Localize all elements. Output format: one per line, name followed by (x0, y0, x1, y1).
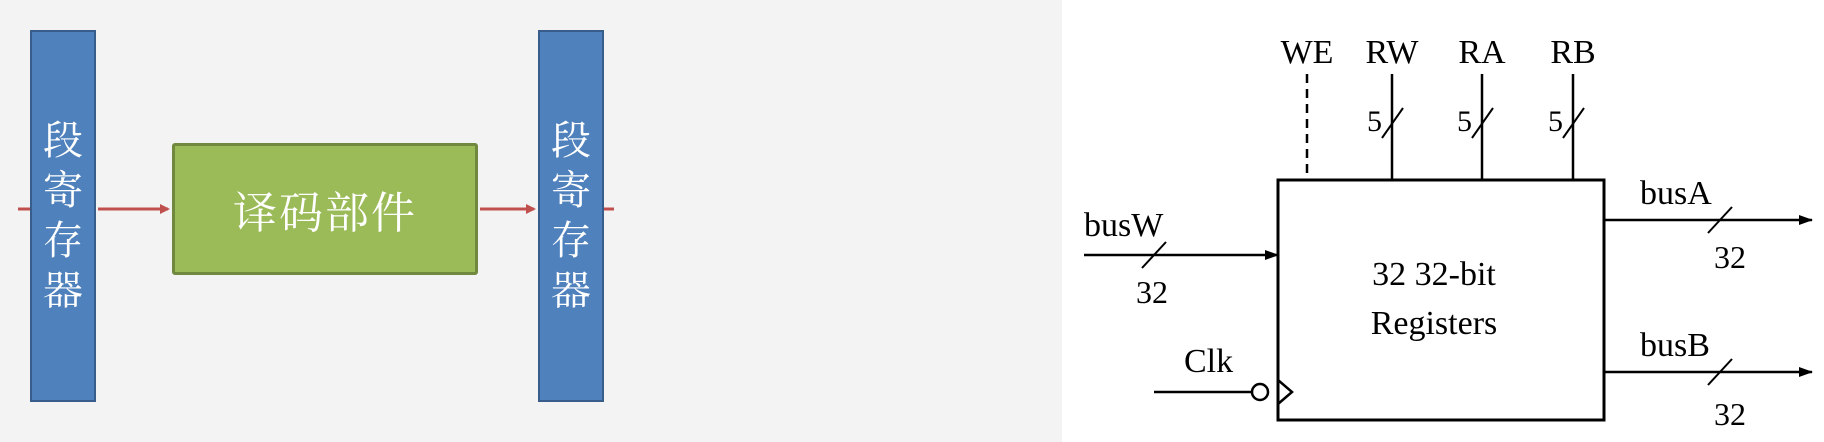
register-char: 器 (551, 268, 591, 314)
busb-width-label: 32 (1714, 396, 1746, 432)
clk-label: Clk (1184, 343, 1234, 380)
rw-width-label: 5 (1367, 105, 1382, 138)
busb-label: busB (1640, 327, 1710, 364)
busw-width-label: 32 (1136, 274, 1168, 310)
we-label: WE (1280, 34, 1334, 71)
register-char: 存 (551, 218, 591, 264)
register-char: 器 (43, 268, 83, 314)
clk-edge-triangle (1278, 380, 1292, 404)
ra-width-label: 5 (1457, 105, 1472, 138)
busa-width-label: 32 (1714, 239, 1746, 275)
rb-width-label: 5 (1548, 105, 1563, 138)
register-file-panel (1062, 0, 1824, 442)
ra-label: RA (1458, 34, 1506, 71)
clk-inversion-bubble (1252, 384, 1268, 400)
segment-register-left (30, 30, 96, 402)
busw-label: busW (1084, 207, 1164, 244)
register-char: 段 (551, 118, 591, 164)
register-char: 存 (43, 218, 83, 264)
decoder-unit-box (172, 143, 478, 275)
segment-register-right (538, 30, 604, 402)
rw-label: RW (1365, 34, 1419, 71)
register-file-label-line2: Registers (1370, 305, 1498, 342)
register-file-diagram (1062, 0, 1824, 442)
busa-label: busA (1640, 175, 1712, 212)
register-char: 段 (43, 118, 83, 164)
register-char: 寄 (43, 168, 83, 214)
register-file-label-line1: 32 32-bit (1372, 256, 1496, 293)
register-file-box (1278, 180, 1604, 420)
rb-label: RB (1550, 34, 1596, 71)
register-char: 寄 (551, 168, 591, 214)
decoder-unit-label: 译码部件 (233, 188, 417, 239)
